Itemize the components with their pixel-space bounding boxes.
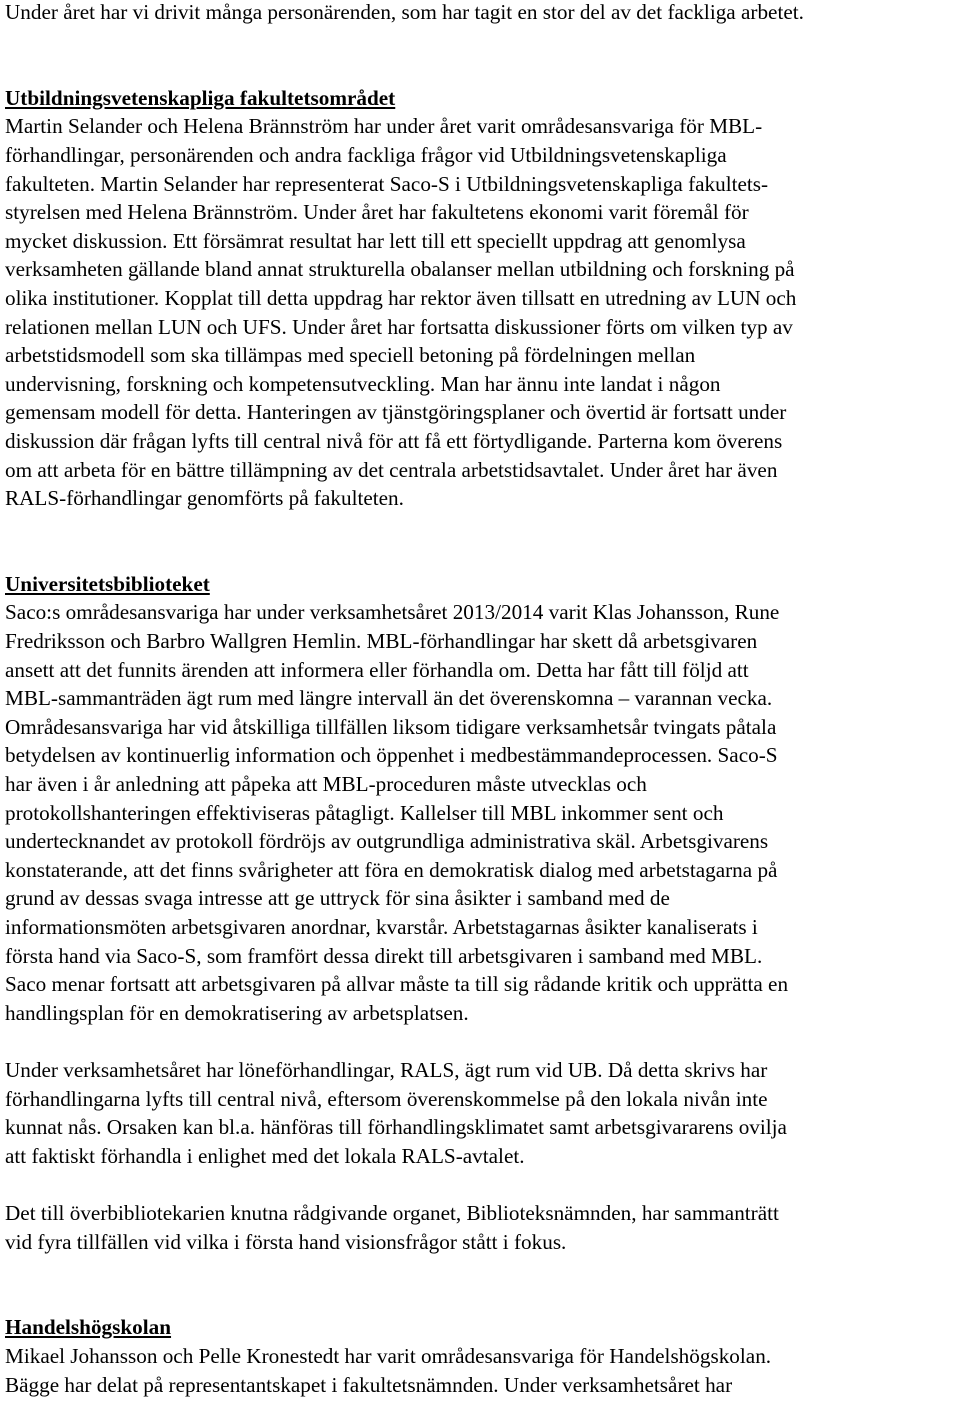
spacer — [5, 27, 956, 84]
intro-paragraph: Under året har vi drivit många personärenden, som har tagit en stor del av det fackliga arbetet. — [5, 0, 804, 24]
section-heading-hhs: Handelshögskolan — [5, 1315, 172, 1340]
spacer — [5, 1170, 956, 1199]
spacer — [5, 513, 956, 570]
section-body-ub-1: Saco:s områdesansvariga har under verksamhetsåret 2013/2014 varit Klas Johansson, Rune Fredriksson och Barbro Wallgren Hemlin. MBL-förhandlingar har skett då arbetsgivaren ansett att det funnits ärenden att informera eller förhandla om. Detta har fått till följd att MBL-sammanträden ägt rum med längre intervall än det överenskomna – varannan vecka. Områdesansvariga har vid åtskilliga tillfällen liksom tidigare verksamhetsår tvingats påtala betydelsen av kontinuerlig information och öppenhet i medbestämmandeprocessen. Saco-S har även i år anledning att påpeka att MBL-proceduren måste utvecklas och protokollshanteringen effektiviseras påtagligt. Kallelser till MBL inkommer sent och undertecknandet av protokoll fördröjs av outgrundliga administrativa skäl. Arbetsgivarens konstaterande, att det finns svårigheter att föra en demokratisk dialog med arbetstagarna på grund av dessas svaga intresse att ge uttryck för sina åsikter i samband med de informationsmöten arbetsgivaren anordnar, kvarstår. Arbetstagarnas åsikter kanaliserats i första hand via Saco-S, som framfört dessa direkt till arbetsgivaren i samband med MBL. Saco menar fortsatt att arbetsgivaren på allvar måste ta till sig rådande kritik och upprätta en handlingsplan för en demokratisering av arbetsplatsen. — [5, 600, 789, 1025]
section-body-utbildning: Martin Selander och Helena Brännström har under året varit områdesansvariga för MBL- förhandlingar, personärenden och andra fackliga frågor vid Utbildningsvetenskapliga fakulteten. Martin Selander har representerat Saco-S i Utbildningsvetenskapliga fakultets- styrelsen med Helena Brännström. Under året har fakultetens ekonomi varit föremål för mycket diskussion. Ett försämrat resultat har lett till ett speciellt uppdrag att genomlysa verksamheten gällande bland annat strukturella obalanser mellan utbildning och forskning på olika institutioner. Kopplat till detta uppdrag har rektor även tillsatt en utredning av LUN och relationen mellan LUN och UFS. Under året har fortsatta diskussioner förts om vilken typ av arbetstidsmodell som ska tillämpas med speciell betoning på fördelningen mellan undervisning, forskning och kompetensutveckling. Man har ännu inte landat i någon gemensam modell för detta. Hanteringen av tjänstgöringsplaner och övertid är fortsatt under diskussion där frågan lyfts till central nivå för att få ett förtydligande. Parterna kom överens om att arbeta för en bättre tillämpning av det centrala arbetstidsavtalet. Under året har även RALS-förhandlingar genomförts på fakulteten. — [5, 114, 797, 511]
section-heading-ub: Universitetsbiblioteket — [5, 571, 210, 596]
spacer — [5, 1256, 956, 1313]
spacer — [5, 1027, 956, 1056]
section-body-hhs: Mikael Johansson och Pelle Kronestedt har varit områdesansvariga för Handelshögskolan. Bägge har delat på representantskapet i fakultetsnämnden. Under verksamhetsåret har — [5, 1343, 772, 1397]
section-heading-utbildning: Utbildningsvetenskapliga fakultetsområdet — [5, 85, 396, 110]
section-body-ub-3: Det till överbibliotekarien knutna rådgivande organet, Biblioteksnämnden, har sammanträtt vid fyra tillfällen vid vilka i första hand visionsfrågor stått i fokus. — [5, 1200, 779, 1254]
section-body-ub-2: Under verksamhetsåret har löneförhandlingar, RALS, ägt rum vid UB. Då detta skrivs har förhandlingarna lyfts till central nivå, eftersom överenskommelse på den lokala nivån inte kunnat nås. Orsaken kan bl.a. hänföras till förhandlingsklimatet samt arbetsgivararens ovilja att faktiskt förhandla i enlighet med det lokala RALS-avtalet. — [5, 1057, 787, 1168]
